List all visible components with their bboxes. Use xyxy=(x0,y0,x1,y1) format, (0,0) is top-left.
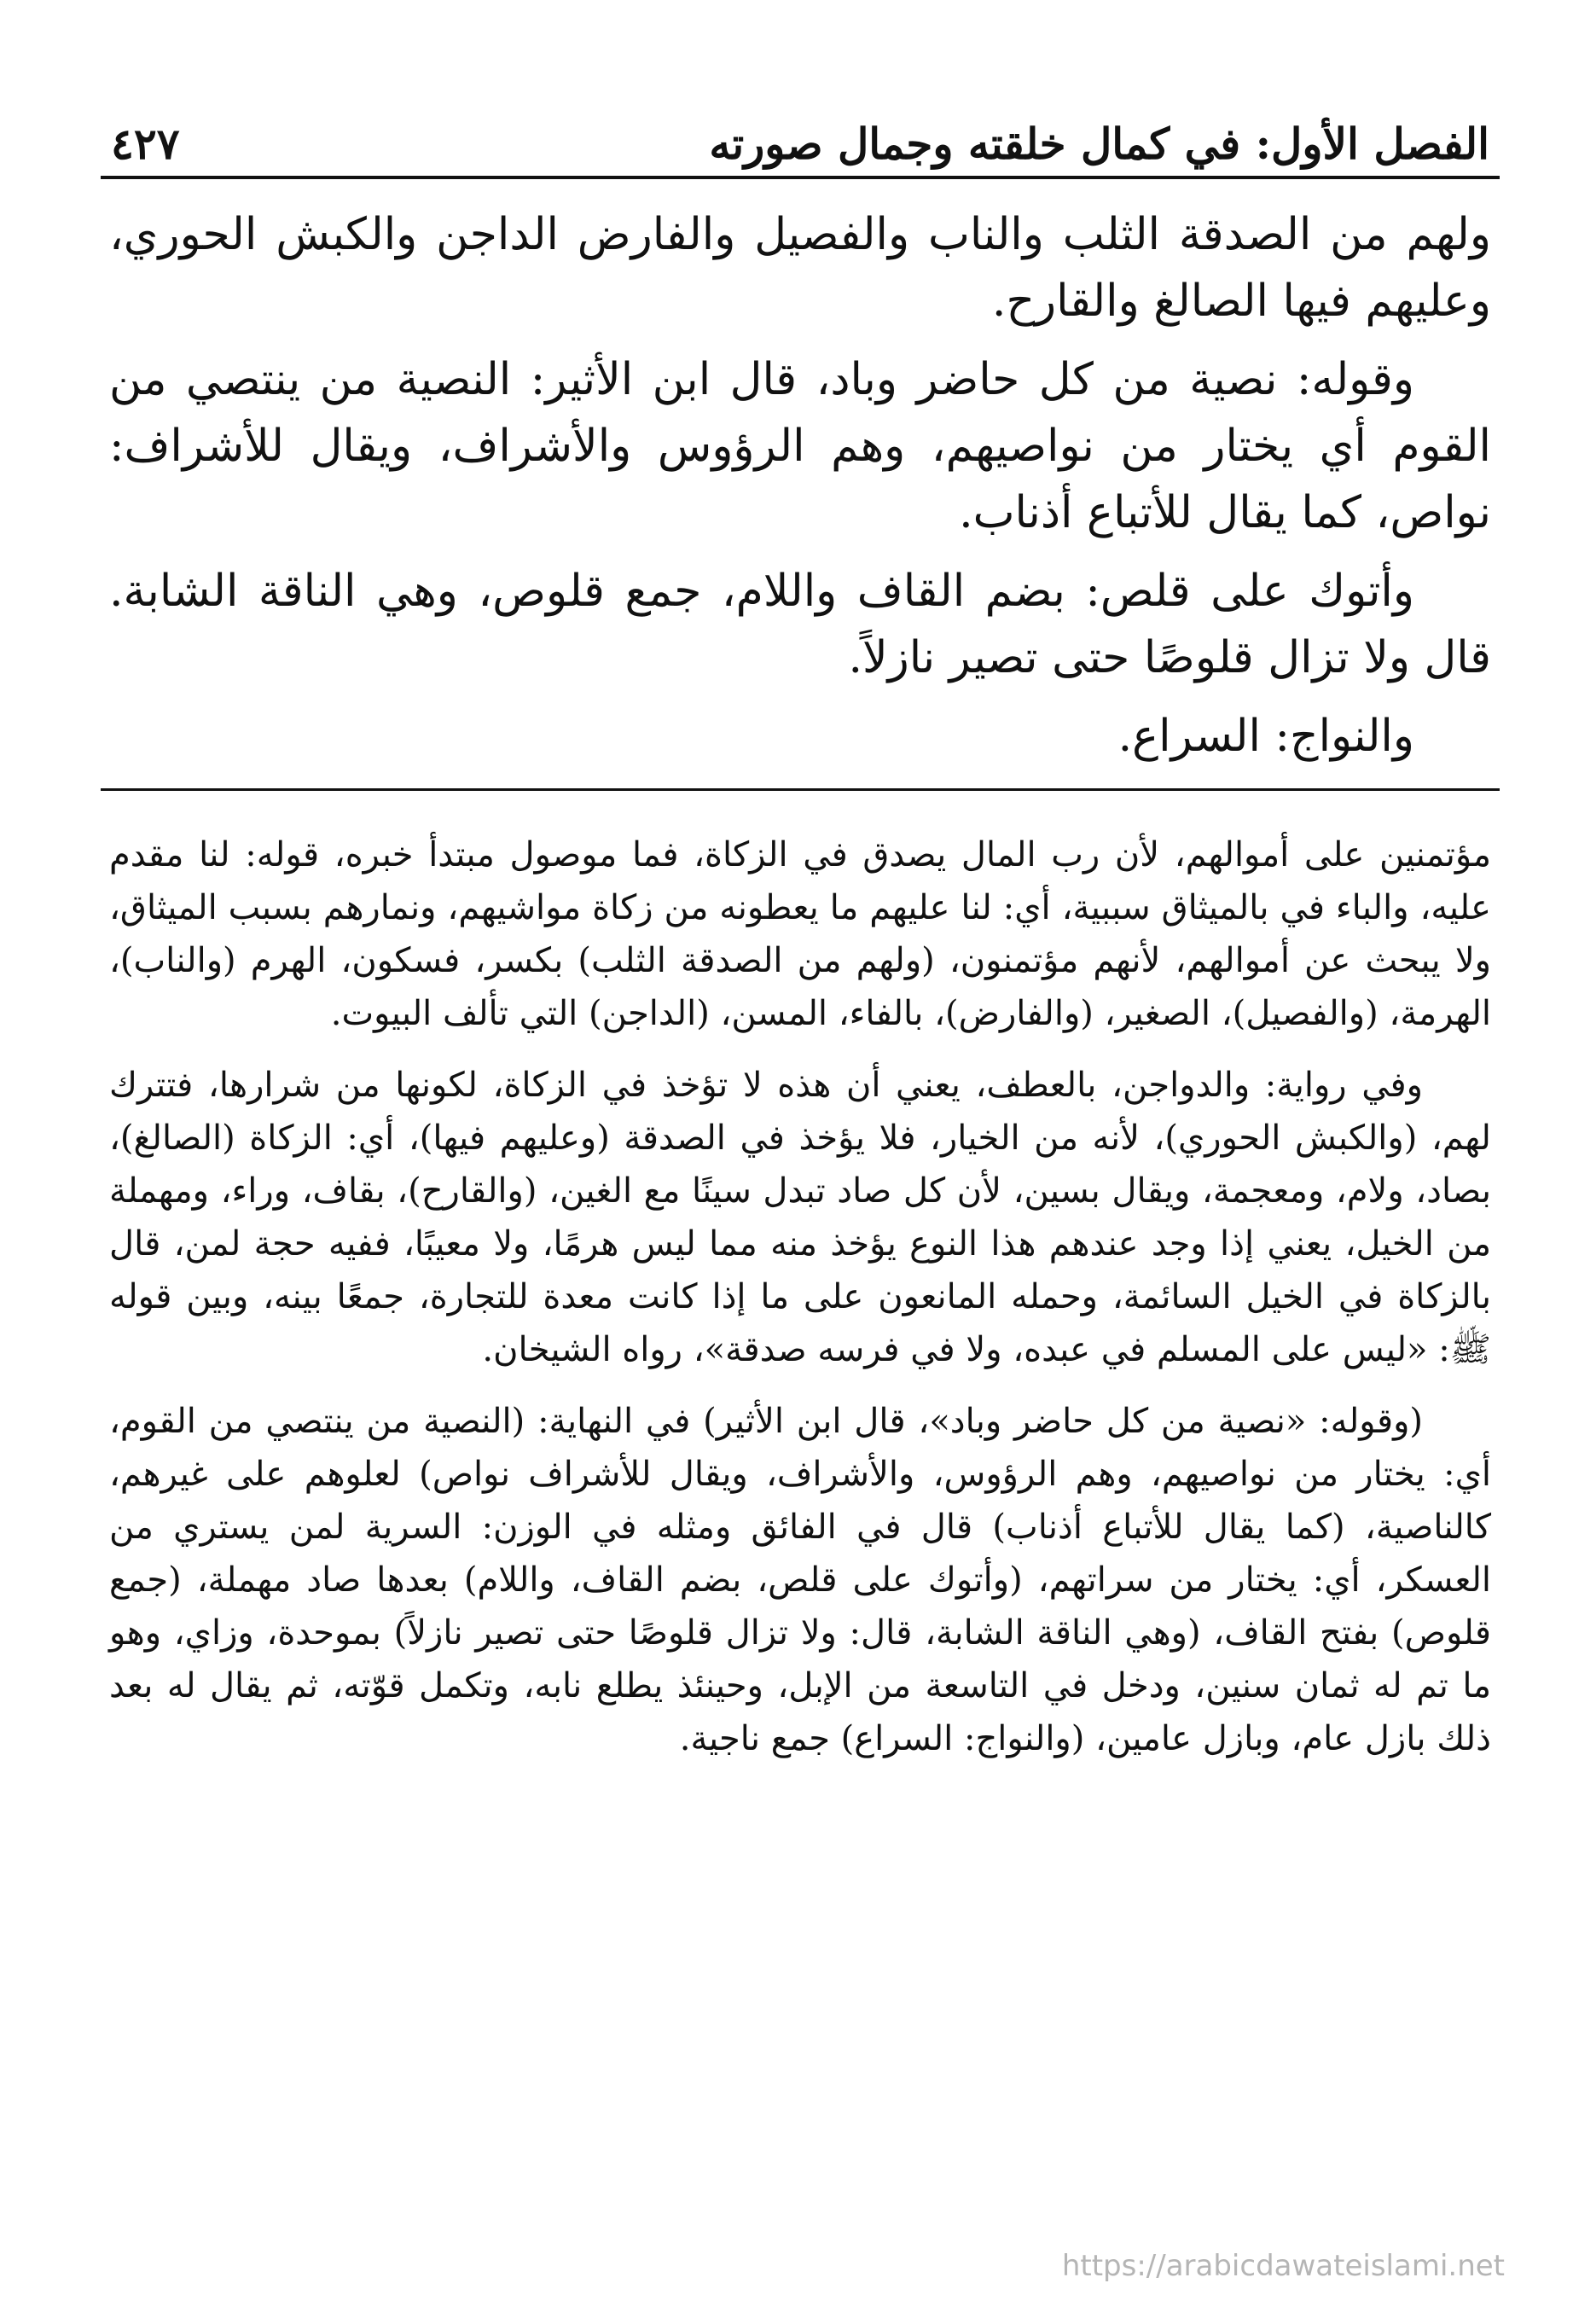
main-paragraph: وقوله: نصية من كل حاضر وباد، قال ابن الأثير: النصية من ينتصي من القوم أي يختار من نواصيهم، وهم الرؤوس والأشراف، ويقال للأشراف: نواص، كما يقال للأتباع أذناب. xyxy=(109,354,1491,538)
page-number: ٤٢٧ xyxy=(111,119,180,169)
chapter-title: الفصل الأول: في كمال خلقته وجمال صورته xyxy=(709,119,1489,169)
header-rule xyxy=(101,176,1500,179)
commentary-paragraph: وفي رواية: والدواجن، بالعطف، يعني أن هذه لا تؤخذ في الزكاة، لكونها من شرارها، فتترك لهم، (والكبش الحوري)، لأنه من الخيار، فلا يؤخذ في الصدقة (وعليهم فيها)، أي: الزكاة (الصالغ)، بصاد، ولام، ومعجمة، ويقال بسين، لأن كل صاد تبدل سينًا مع الغين، (والقارح)، بقاف، وراء، ومهملة من الخيل، يعني إذا وجد عندهم هذا النوع يؤخذ منه مما ليس هرمًا، ولا معيبًا، ففيه حجة لمن، قال بالزكاة في الخيل السائمة، وحمله المانعون على ما إذا كانت معدة للتجارة، جمعًا بينه، وبين قوله ﷺ: «ليس على المسلم في عبده، ولا في فرسه صدقة»، رواه الشيخان. xyxy=(109,1066,1492,1369)
commentary-paragraph: مؤتمنين على أموالهم، لأن رب المال يصدق في الزكاة، فما موصول مبتدأ خبره، قوله: لنا مقدم عليه، والباء في بالميثاق سببية، أي: لنا عليهم ما يعطونه من زكاة مواشيهم، ونمارهم بسبب الميثاق، ولا يبحث عن أموالهم، لأنهم مؤتمنون، (ولهم من الصدقة الثلب) بكسر، فسكون، الهرم (والناب)، الهرمة، (والفصيل)، الصغير، (والفارض)، بالفاء، المسن، (الداجن) التي تألف البيوت. xyxy=(109,835,1491,1033)
main-paragraph: والنواج: السراع. xyxy=(1117,711,1414,762)
main-paragraph: ولهم من الصدقة الثلب والناب والفصيل والفارض الداجن والكبش الحوري، وعليهم فيها الصالغ والقارح. xyxy=(109,209,1491,327)
running-head xyxy=(101,85,1500,167)
watermark-url: https://arabicdawateislami.net xyxy=(1061,2249,1505,2283)
main-text xyxy=(101,201,1500,770)
commentary-paragraph: (وقوله: «نصية من كل حاضر وباد»، قال ابن الأثير) في النهاية: (النصية من ينتصي من القوم، أي: يختار من نواصيهم، وهم الرؤوس، والأشراف، ويقال للأشراف نواص) لعلوهم على غيرهم، كالناصية، (كما يقال للأتباع أذناب) قال في الفائق ومثله في الوزن: السرية لمن يستري من العسكر، أي: يختار من سراتهم، (وأتوك على قلص، بضم القاف، واللام) بعدها صاد مهملة، (جمع قلوص) بفتح القاف، (وهي الناقة الشابة، قال: ولا تزال قلوصًا حتى تصير نازلاً) بموحدة، وزاي، وهو ما تم له ثمان سنين، ودخل في التاسعة من الإبل، وحينئذ يطلع نابه، وتكمل قوّته، ثم يقال له بعد ذلك بازل عام، وبازل عامين، (والنواج: السراع) جمع ناجية. xyxy=(109,1402,1491,1758)
book-page xyxy=(101,85,1500,1784)
main-paragraph: وأتوك على قلص: بضم القاف واللام، جمع قلوص، وهي الناقة الشابة. قال ولا تزال قلوصًا حتى تصير نازلاً. xyxy=(109,566,1491,683)
separator-rule xyxy=(101,788,1500,791)
commentary-section xyxy=(101,828,1500,1765)
